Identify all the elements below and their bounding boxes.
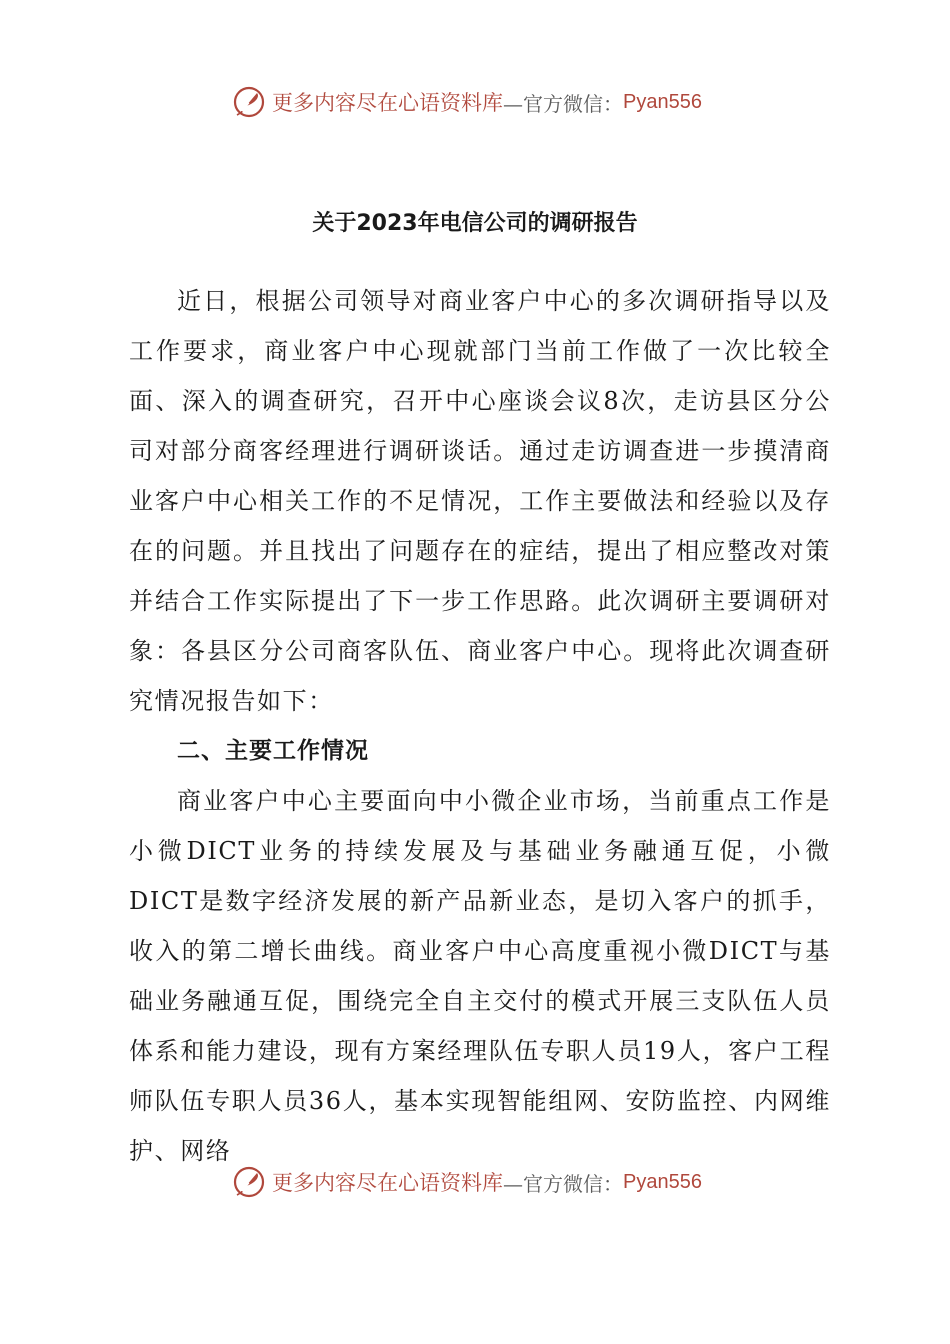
- watermark-wechat-id: Pyan556: [623, 90, 702, 113]
- quill-pen-icon: [232, 85, 266, 119]
- body-paragraph-main-work: 商业客户中心主要面向中小微企业市场，当前重点工作是小微DICT业务的持续发展及与基础业务融通互促，小微DICT是数字经济发展的新产品新业态，是切入客户的抓手，收入的第二增长曲线。商业客户中心高度重视小微DICT与基础业务融通互促，围绕完全自主交付的模式开展三支队伍人员体系和能力建设，现有方案经理队伍专职人员19人，客户工程师队伍专职人员36人，基本实现智能组网、安防监控、内网维护、网络: [129, 787, 831, 1165]
- body-paragraph-intro: 近日，根据公司领导对商业客户中心的多次调研指导以及工作要求，商业客户中心现就部门当前工作做了一次比较全面、深入的调查研究，召开中心座谈会议8次，走访县区分公司对部分商客经理进行调研谈话。通过走访调查进一步摸清商业客户中心相关工作的不足情况，工作主要做法和经验以及存在的问题。并且找出了问题存在的症结，提出了相应整改对策并结合工作实际提出了下一步工作思路。此次调研主要调研对象：各县区分公司商客队伍、商业客户中心。现将此次调查研究情况报告如下：: [129, 287, 831, 715]
- watermark-brand-text: 更多内容尽在心语资料库: [272, 1171, 503, 1195]
- watermark-footer: [232, 1164, 702, 1200]
- section-heading: 二、主要工作情况: [177, 738, 369, 764]
- watermark-separator-text: —官方微信：: [503, 91, 623, 116]
- watermark-header: [232, 84, 702, 120]
- quill-pen-icon: [232, 1165, 266, 1199]
- watermark-separator-text: —官方微信：: [503, 1171, 623, 1196]
- document-title: 关于2023年电信公司的调研报告: [312, 211, 638, 236]
- document-body: [129, 276, 831, 1176]
- watermark-brand-text: 更多内容尽在心语资料库: [272, 91, 503, 115]
- watermark-wechat-id: Pyan556: [623, 1170, 702, 1193]
